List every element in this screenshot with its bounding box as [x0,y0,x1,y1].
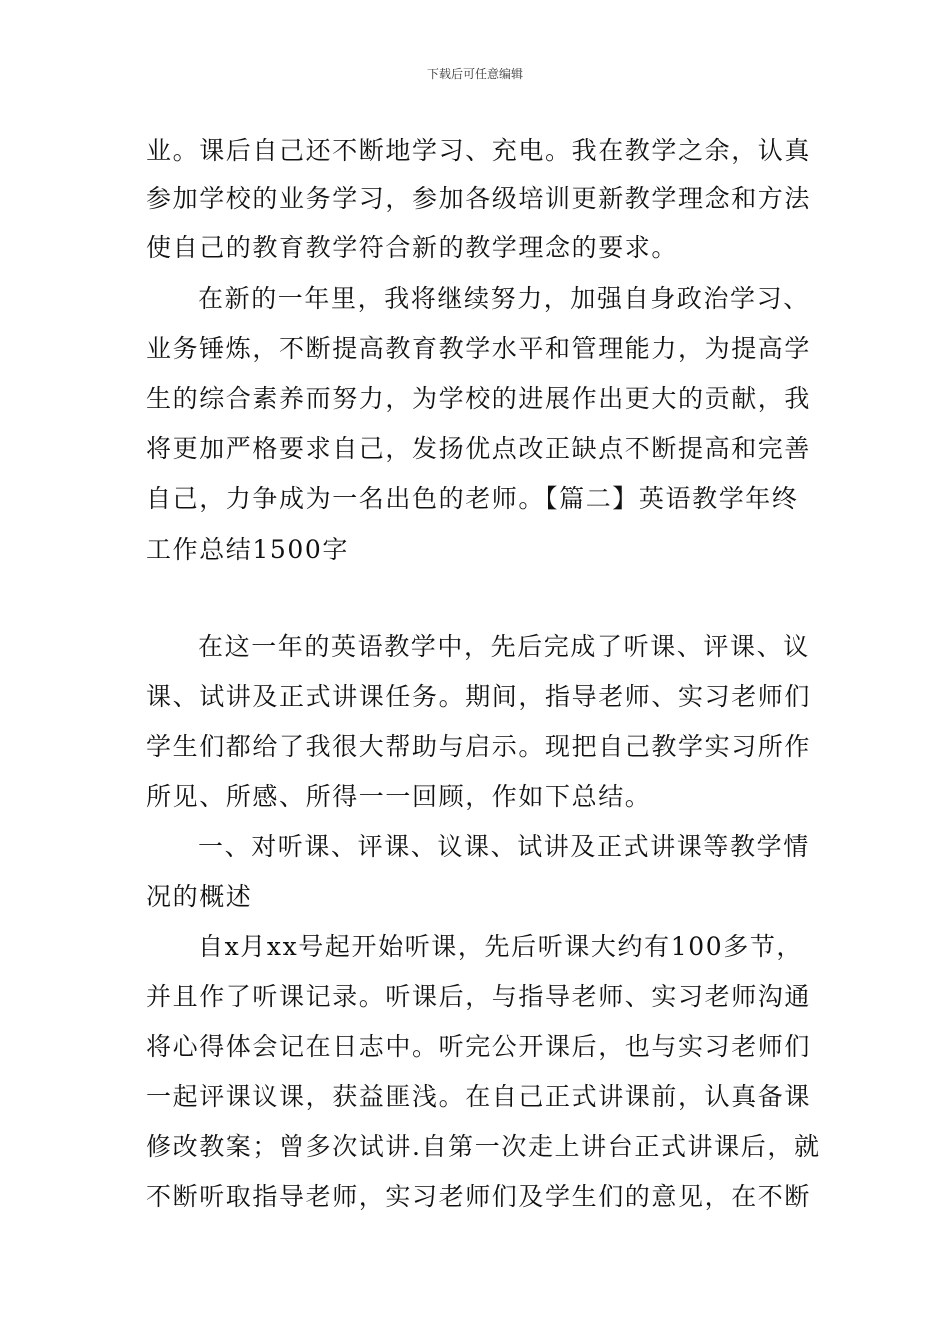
text-line: 使自己的教育教学符合新的教学理念的要求。 [146,233,679,262]
text-line: 学生们都给了我很大帮助与启示。现把自己教学实习所作 [146,732,812,761]
section-heading-line: 一、对听课、评课、议课、试讲及正式讲课等教学情 [198,832,810,861]
text-line: 参加学校的业务学习，参加各级培训更新教学理念和方法 [146,184,812,213]
text-line: 将心得体会记在日志中。听完公开课后，也与实习老师们 [146,1032,812,1061]
text-line: 业务锤炼，不断提高教育教学水平和管理能力，为提高学 [146,334,812,363]
text-line: 并且作了听课记录。听课后，与指导老师、实习老师沟通 [146,982,812,1011]
text-line: 修改教案；曾多次试讲.自第一次走上讲台正式讲课后，就 [146,1132,821,1161]
text-line: 生的综合素养而努力，为学校的进展作出更大的贡献，我 [146,384,812,413]
text-line: 一起评课议课，获益匪浅。在自己正式讲课前，认真备课 [146,1082,812,1111]
paragraph-start-line: 自x月xx号起开始听课，先后听课大约有100多节， [198,932,804,961]
page-header-note: 下载后可任意编辑 [426,67,523,81]
paragraph-start-line: 在这一年的英语教学中，先后完成了听课、评课、议 [198,632,810,661]
text-line: 将更加严格要求自己，发扬优点改正缺点不断提高和完善 [146,434,812,463]
text-line: 自己，力争成为一名出色的老师。【篇二】英语教学年终 [146,484,799,513]
text-line: 业。课后自己还不断地学习、充电。我在教学之余，认真 [146,136,812,165]
paragraph-start-line: 在新的一年里，我将继续努力，加强自身政治学习、 [198,284,810,313]
text-line: 不断听取指导老师，实习老师们及学生们的意见，在不断 [146,1182,812,1211]
text-line: 课、试讲及正式讲课任务。期间，指导老师、实习老师们 [146,682,812,711]
text-line: 工作总结1500字 [146,535,350,564]
text-line: 所见、所感、所得一一回顾，作如下总结。 [146,782,652,811]
section-heading-line: 况的概述 [146,882,253,911]
